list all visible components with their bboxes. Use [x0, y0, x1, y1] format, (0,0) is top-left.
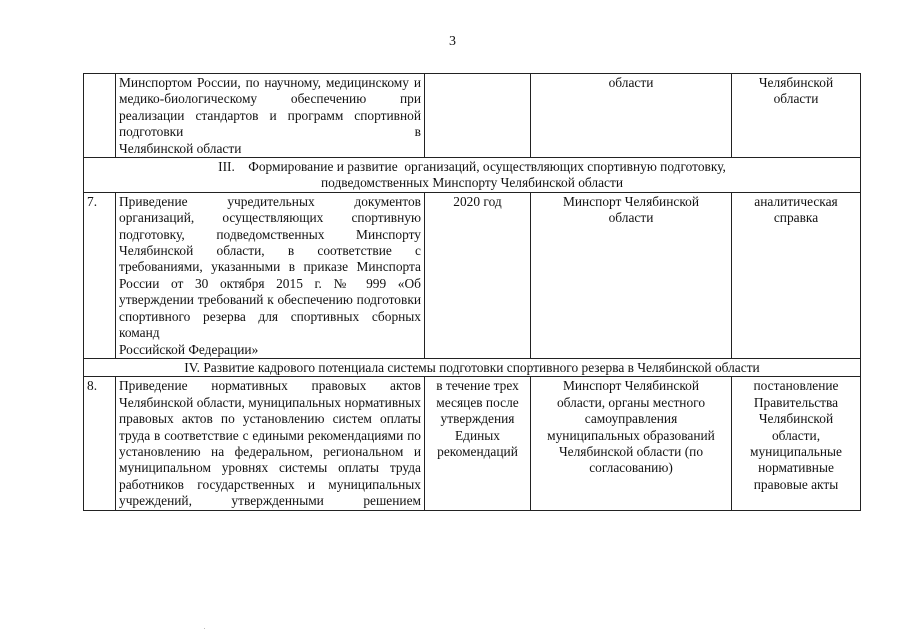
result-cell: аналитическая справка — [732, 192, 861, 358]
measure-text-body: Минспортом России, по научному, медицинскому и медико-биологическому обеспечению при реализации стандартов и программ спортивной подготовки в — [119, 75, 421, 140]
row-number — [84, 74, 116, 158]
measure-text — [116, 74, 425, 158]
executor-cell: Минспорт Челябинской области, органы местного самоуправления муниципальных образований Челябинской области (по согласованию) — [531, 377, 732, 510]
section-heading — [84, 158, 861, 193]
section-heading-line: III. Формирование и развитие организаций, осуществляющих спортивную подготовку, — [218, 159, 726, 175]
result-cell: постановление Правительства Челябинской области, муниципальные нормативные правовые акты — [732, 377, 861, 510]
section-heading-line: подведомственных Минспорту Челябинской области — [320, 175, 624, 191]
row-number: 7. — [84, 192, 116, 358]
measure-text-last-line: Челябинской области — [119, 140, 242, 156]
section-heading-line: IV. Развитие кадрового потенциала системы подготовки спортивного резерва в Челябинской области — [184, 359, 760, 375]
result-cell: Челябинской области — [732, 74, 861, 158]
measure-text — [116, 377, 425, 510]
section-heading-row — [84, 358, 861, 376]
measure-text-body: Приведение учредительных документов организаций, осуществляющих спортивную подготовку, подведомственных Минспорту Челябинской области, в соответствие с требованиями, указанными в приказе Минспорта России от 30 октября 2015 г. № 999 «Об утверждении требований к обеспечению подготовки спортивного резерва для спортивных сборных команд — [119, 193, 421, 341]
measure-text — [116, 192, 425, 358]
section-heading-row — [84, 158, 861, 193]
row-number: 8. — [84, 377, 116, 510]
measure-text-last-line: Российской Федерации» — [119, 341, 259, 357]
page-number: 3 — [449, 34, 456, 49]
action-plan-table — [83, 73, 861, 511]
table-row-continuation — [84, 74, 861, 158]
measure-text-body: Приведение нормативных правовых актов Челябинской области, муниципальных нормативных правовых актов по установлению систем оплаты труда в соответствие с едиными рекомендациями по установлению на федеральном, региональном и муниципальном уровнях системы оплаты труда работников государственных и муниципальных учреждений, утвержденными решением — [119, 378, 421, 509]
term-cell: 2020 год — [425, 192, 531, 358]
term-cell: в течение трех месяцев после утверждения Единых рекомендаций — [425, 377, 531, 510]
term-cell — [425, 74, 531, 158]
scan-speck — [204, 628, 205, 629]
executor-cell: области — [531, 74, 732, 158]
table-row-7 — [84, 192, 861, 358]
table-row-8 — [84, 377, 861, 510]
executor-cell: Минспорт Челябинской области — [531, 192, 732, 358]
section-heading — [84, 358, 861, 376]
